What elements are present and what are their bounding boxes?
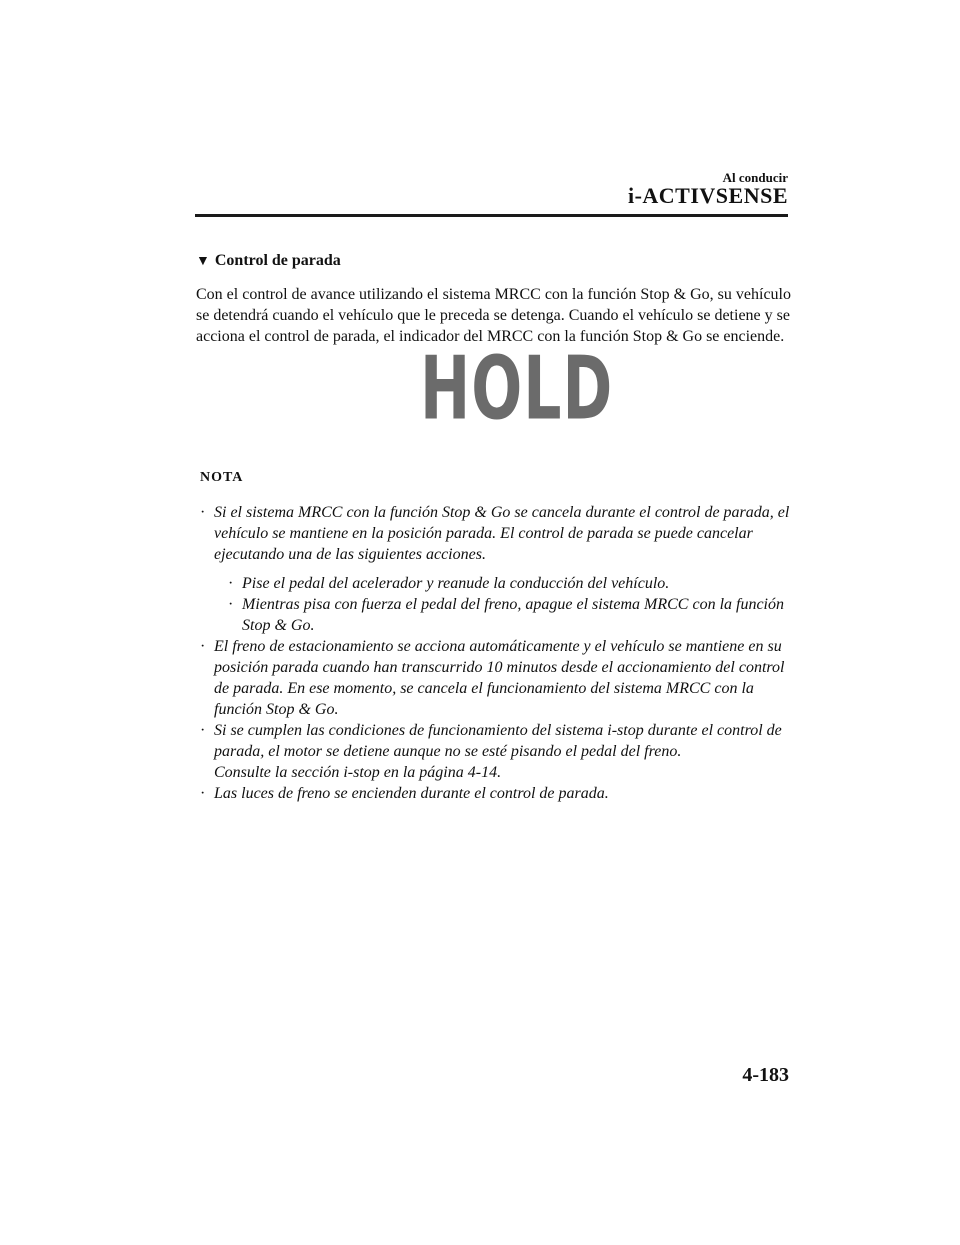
note-sub-item-text: Pise el pedal del acelerador y reanude la conducción del vehículo. bbox=[242, 575, 670, 592]
subsection-heading bbox=[196, 250, 796, 272]
bullet-icon: · bbox=[228, 575, 234, 592]
hold-indicator-figure bbox=[196, 338, 796, 467]
page-number: 4-183 bbox=[742, 1064, 789, 1086]
note-item-text: Si el sistema MRCC con la función Stop & Go se cancela durante el control de parada, el vehículo se mantiene en la posición parada. El control de parada se puede cancelar ejecutando una de las siguientes acciones. bbox=[214, 504, 790, 563]
note-item bbox=[200, 720, 796, 783]
bullet-icon: · bbox=[200, 504, 206, 521]
triangle-down-icon: ▼ bbox=[196, 254, 210, 269]
note-item bbox=[200, 636, 796, 720]
note-list bbox=[200, 502, 796, 804]
subsection-heading-text: Control de parada bbox=[214, 252, 341, 269]
note-item bbox=[200, 783, 796, 804]
note-sub-item bbox=[228, 594, 796, 636]
hold-indicator: HOLD bbox=[420, 338, 614, 441]
body-paragraph: Con el control de avance utilizando el sistema MRCC con la función Stop & Go, su vehículo se detendrá cuando el vehículo que le preceda se detenga. Cuando el vehículo se detiene y se acciona el control de parada, el indicador del MRCC con la función Stop & Go se enciende. bbox=[196, 286, 791, 345]
chapter-label: Al conducir bbox=[722, 170, 788, 185]
note-title: NOTA bbox=[200, 470, 244, 485]
section-title: i-ACTIVSENSE bbox=[627, 183, 788, 208]
bullet-icon: · bbox=[200, 722, 206, 739]
note-reference: Consulte la sección i-stop en la página 4-14. bbox=[214, 764, 502, 781]
header-divider bbox=[195, 214, 788, 217]
note-item-text: El freno de estacionamiento se acciona automáticamente y el vehículo se mantiene en su posición parada cuando han transcurrido 10 minutos desde el accionamiento del control de parada. En ese momento, se cancela el funcionamiento del sistema MRCC con la función Stop & Go. bbox=[214, 638, 785, 718]
page-content bbox=[196, 250, 796, 804]
note-block bbox=[196, 467, 796, 804]
note-item-text: Las luces de freno se encienden durante el control de parada. bbox=[214, 785, 609, 802]
note-sub-list bbox=[214, 573, 796, 636]
note-item-text: Si se cumplen las condiciones de funcionamiento del sistema i-stop durante el control de parada, el motor se detiene aunque no se esté pisando el pedal del freno. bbox=[214, 722, 782, 760]
bullet-icon: · bbox=[200, 638, 206, 655]
note-item bbox=[200, 502, 796, 636]
bullet-icon: · bbox=[200, 785, 206, 802]
bullet-icon: · bbox=[228, 596, 234, 613]
note-sub-item-text: Mientras pisa con fuerza el pedal del freno, apague el sistema MRCC con la función Stop & Go. bbox=[242, 596, 784, 634]
note-sub-item bbox=[228, 573, 796, 594]
